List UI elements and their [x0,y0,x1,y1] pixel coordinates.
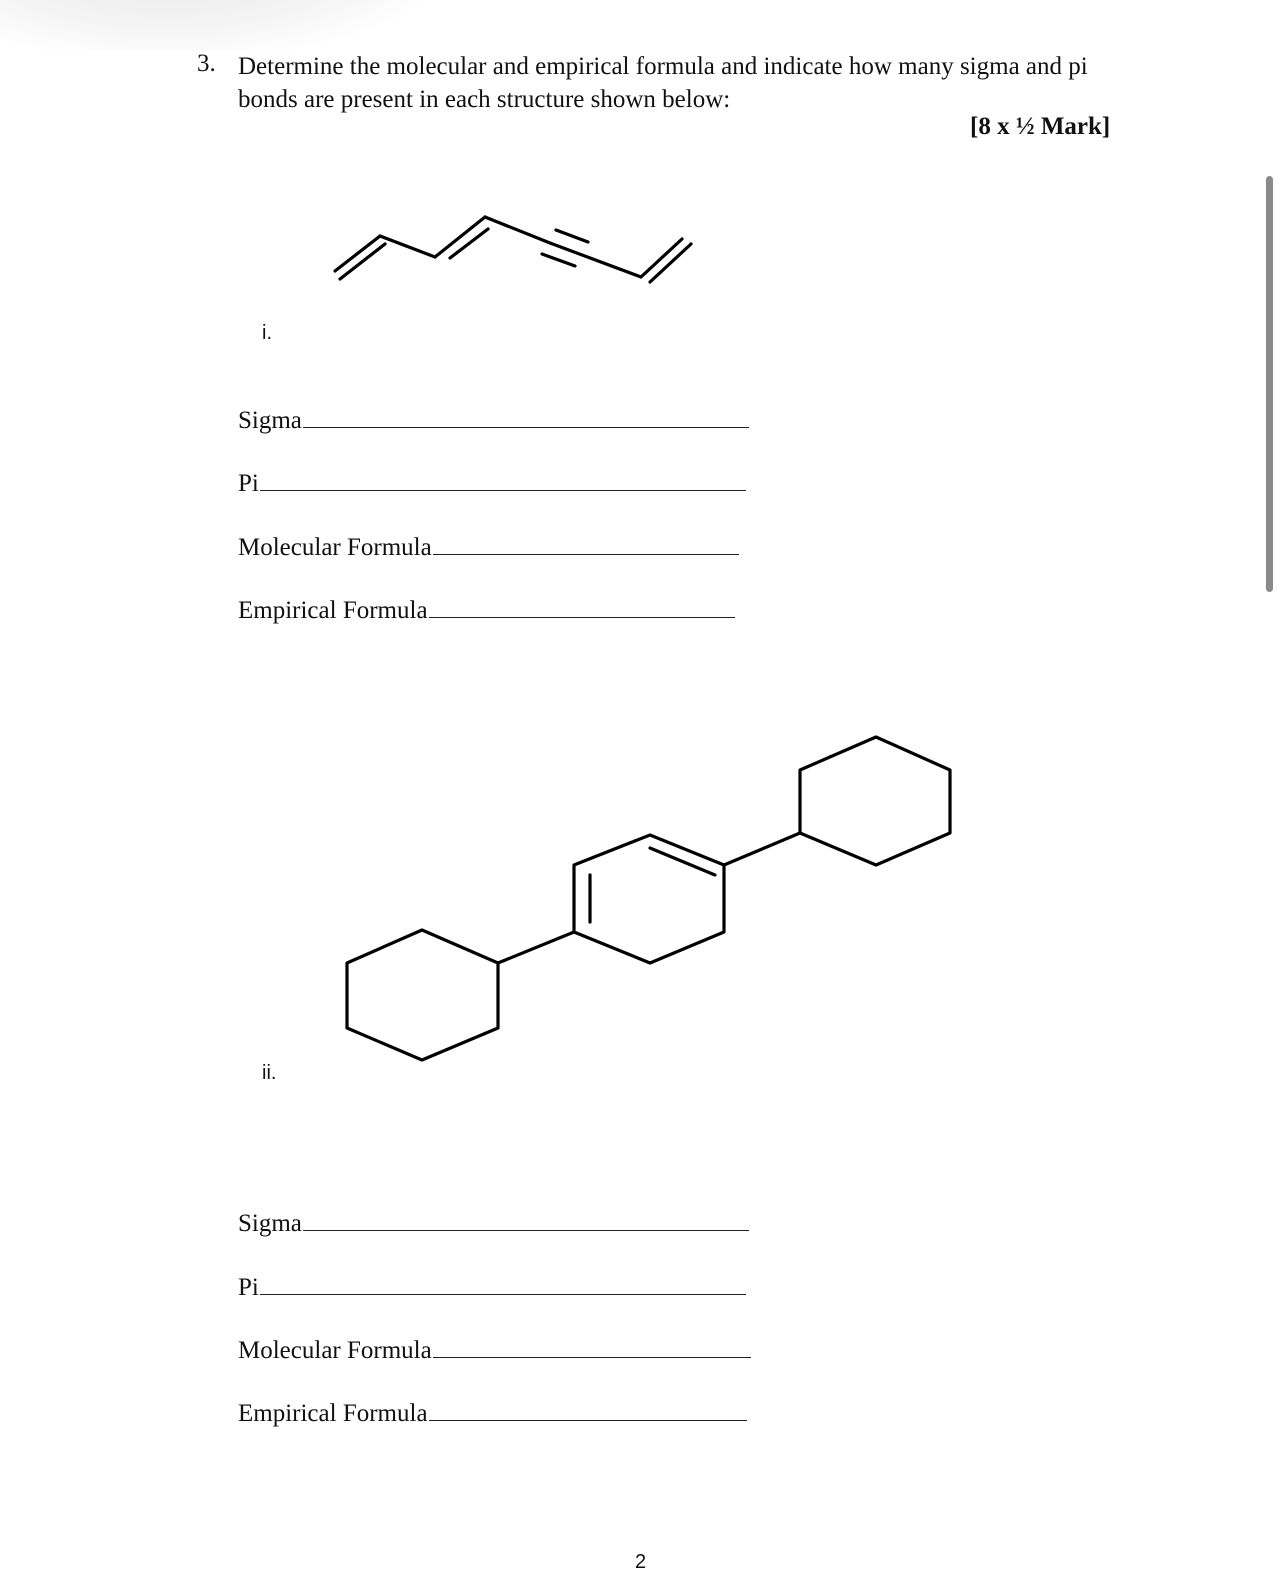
molecular-formula-field-ii [238,1335,751,1365]
item-label-ii: ii. [262,1062,277,1084]
sigma-answer-line[interactable] [303,1208,749,1231]
molecular-formula-answer-line[interactable] [433,532,739,555]
sigma-label: Sigma [238,1210,302,1237]
empirical-formula-answer-line[interactable] [429,595,735,618]
sigma-label: Sigma [238,407,302,434]
empirical-formula-label: Empirical Formula [238,597,428,624]
molecular-formula-label: Molecular Formula [238,1337,432,1364]
vertical-scrollbar[interactable] [1266,176,1273,592]
item-label-i: i. [262,322,272,344]
question-text: Determine the molecular and empirical formula and indicate how many sigma and pi bonds are present in each structure shown below: [238,53,1088,113]
structure-ii-drawing [330,725,970,1075]
pi-answer-line[interactable] [260,468,746,491]
empirical-formula-label: Empirical Formula [238,1400,428,1427]
sigma-answer-line[interactable] [303,405,749,428]
structure-i-drawing [320,205,700,295]
sigma-field-i [238,405,749,435]
pi-field-i [238,468,746,498]
marks-label: [8 x ½ Mark] [970,113,1111,140]
pi-label: Pi [238,470,259,497]
empirical-formula-answer-line[interactable] [429,1398,747,1421]
sigma-field-ii [238,1208,749,1238]
molecular-formula-field-i [238,532,739,562]
top-shadow [0,0,420,50]
molecular-formula-answer-line[interactable] [433,1335,751,1358]
pi-label: Pi [238,1274,259,1301]
pi-field-ii [238,1272,746,1302]
page-number: 2 [635,1551,647,1573]
question-number: 3. [197,50,216,77]
molecular-formula-label: Molecular Formula [238,534,432,561]
pi-answer-line[interactable] [260,1272,746,1295]
empirical-formula-field-ii [238,1398,747,1428]
empirical-formula-field-i [238,595,735,625]
